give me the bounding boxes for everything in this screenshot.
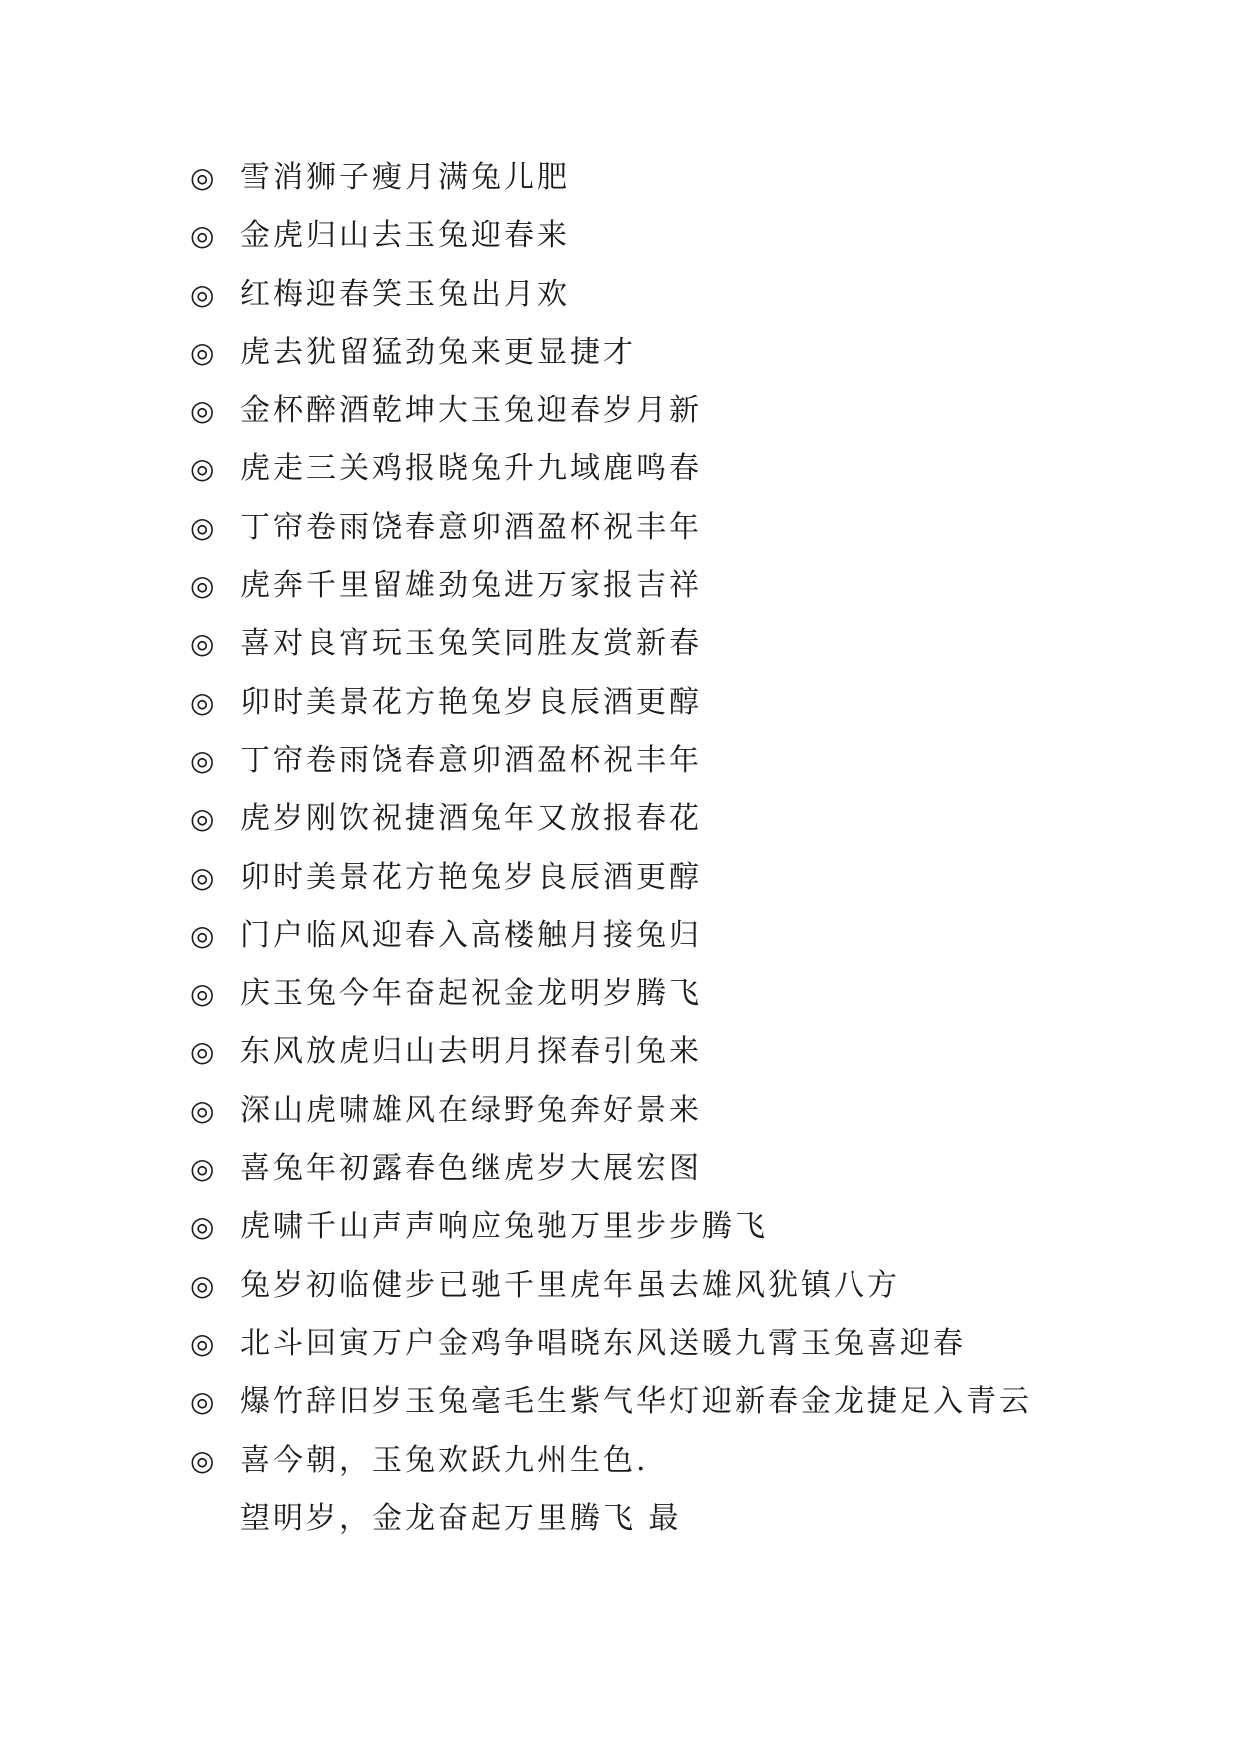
item-text: 红梅迎春笑玉兔出月欢 <box>240 276 570 312</box>
list-item <box>190 626 1190 684</box>
item-text: 兔岁初临健步已驰千里虎年虽去雄风犹镇八方 <box>240 1267 900 1303</box>
list-item <box>190 1209 1190 1267</box>
bullet-icon: ◎ <box>190 1385 215 1419</box>
bullet-icon: ◎ <box>190 918 215 952</box>
list-item <box>190 277 1190 335</box>
bullet-icon: ◎ <box>190 569 215 603</box>
list-item <box>190 1268 1190 1326</box>
bullet-icon: ◎ <box>190 161 215 194</box>
bullet-icon: ◎ <box>190 335 215 369</box>
bullet-icon: ◎ <box>190 1443 215 1477</box>
item-text: 北斗回寅万户金鸡争唱晓东风送暖九霄玉兔喜迎春 <box>240 1325 966 1361</box>
list-item <box>190 743 1190 801</box>
bullet-icon: ◎ <box>190 743 215 777</box>
item-text: 深山虎啸雄风在绿野兔奔好景来 <box>240 1092 702 1128</box>
item-text: 雪消狮子瘦月满兔儿肥 <box>240 160 570 195</box>
bullet-icon: ◎ <box>190 277 215 311</box>
bullet-icon: ◎ <box>190 1035 215 1069</box>
list-item <box>190 1093 1190 1151</box>
list-item <box>190 860 1190 918</box>
list-item <box>190 801 1190 859</box>
bullet-icon: ◎ <box>190 1326 215 1360</box>
bullet-icon: ◎ <box>190 802 215 836</box>
item-text: 虎奔千里留雄劲兔进万家报吉祥 <box>240 568 702 604</box>
bullet-icon: ◎ <box>190 685 215 719</box>
item-text: 爆竹辞旧岁玉兔毫毛生紫气华灯迎新春金龙捷足入青云 <box>240 1384 1032 1420</box>
list-item <box>190 160 1190 218</box>
list-item <box>190 1151 1190 1209</box>
list-item <box>190 1384 1190 1442</box>
item-text: 东风放虎归山去明月探春引兔来 <box>240 1034 702 1070</box>
item-text: 卯时美景花方艳兔岁良辰酒更醇 <box>240 859 702 895</box>
list-item <box>190 451 1190 509</box>
list-item <box>190 335 1190 393</box>
item-text: 喜今朝，玉兔欢跃九州生色. <box>240 1442 649 1478</box>
item-text: 虎去犹留猛劲兔来更显捷才 <box>240 334 636 370</box>
list-item <box>190 1326 1190 1384</box>
bullet-icon: ◎ <box>190 219 215 253</box>
bullet-icon: ◎ <box>190 627 215 661</box>
continuation-text: 望明岁，金龙奋起万里腾飞 最 <box>240 1500 682 1536</box>
list-item <box>190 510 1190 568</box>
item-text: 门户临风迎春入高楼触月接兔归 <box>240 917 702 953</box>
list-item <box>190 976 1190 1034</box>
list-item <box>190 918 1190 976</box>
item-text: 金虎归山去玉兔迎春来 <box>240 218 570 254</box>
bullet-icon: ◎ <box>190 1268 215 1302</box>
bullet-icon: ◎ <box>190 977 215 1011</box>
list-item <box>190 568 1190 626</box>
item-text: 丁帘卷雨饶春意卯酒盈杯祝丰年 <box>240 742 702 778</box>
item-text: 庆玉兔今年奋起祝金龙明岁腾飞 <box>240 976 702 1012</box>
item-text: 卯时美景花方艳兔岁良辰酒更醇 <box>240 684 702 720</box>
bullet-icon: ◎ <box>190 1152 215 1186</box>
list-item <box>190 218 1190 276</box>
list-item <box>190 1034 1190 1092</box>
list-item <box>190 393 1190 451</box>
bullet-icon: ◎ <box>190 860 215 894</box>
item-text: 喜对良宵玩玉兔笑同胜友赏新春 <box>240 626 702 662</box>
list-item-continuation <box>190 1501 1190 1559</box>
list-item <box>190 1443 1190 1501</box>
bullet-icon: ◎ <box>190 452 215 486</box>
bullet-icon: ◎ <box>190 1093 215 1127</box>
list-item <box>190 685 1190 743</box>
item-text: 虎啸千山声声响应兔驰万里步步腾飞 <box>240 1209 768 1245</box>
bullet-icon: ◎ <box>190 1210 215 1244</box>
item-text: 喜兔年初露春色继虎岁大展宏图 <box>240 1151 702 1187</box>
item-text: 虎岁刚饮祝捷酒兔年又放报春花 <box>240 801 702 837</box>
item-text: 金杯醉酒乾坤大玉兔迎春岁月新 <box>240 393 702 429</box>
item-text: 虎走三关鸡报晓兔升九域鹿鸣春 <box>240 451 702 487</box>
couplet-list <box>190 160 1190 1559</box>
bullet-icon: ◎ <box>190 510 215 544</box>
bullet-icon: ◎ <box>190 394 215 428</box>
item-text: 丁帘卷雨饶春意卯酒盈杯祝丰年 <box>240 509 702 545</box>
